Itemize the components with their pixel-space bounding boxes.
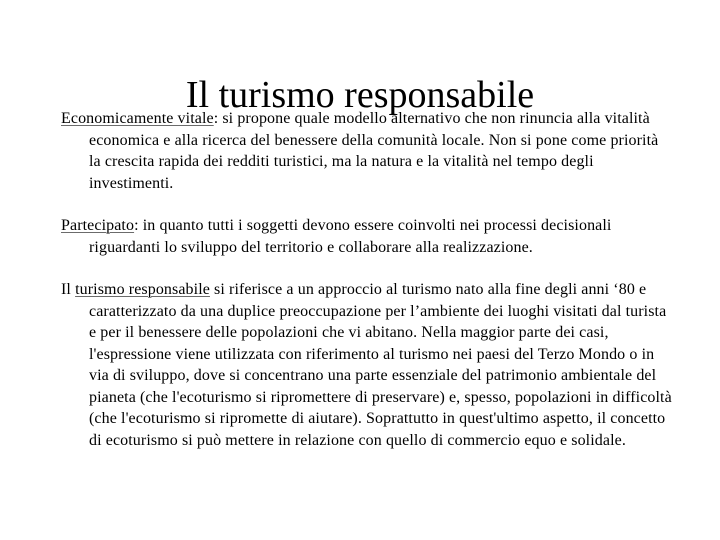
term-economicamente-vitale: Economicamente vitale [61,110,214,127]
paragraph-partecipato [61,215,673,258]
paragraph-lead: Il [61,281,76,298]
slide-title: Il turismo responsabile [185,74,535,117]
term-partecipato: Partecipato [61,217,135,234]
paragraph-economicamente-vitale [61,108,673,194]
paragraph-text: : in quanto tutti i soggetti devono essere coinvolti nei processi decisionali riguardanti lo sviluppo del territorio e collaborare alla realizzazione. [89,217,612,256]
paragraph-text: si riferisce a un approccio al turismo nato alla fine degli anni ‘80 e caratterizzato da una duplice preoccupazione per l’ambiente dei luoghi visitati dal turista e per il benessere delle popolazioni che vi abitano. Nella maggior parte dei casi, l'espressione viene utilizzata con riferimento al turismo nei paesi del Terzo Mondo o in via di sviluppo, dove si concentrano una parte essenziale del patrimonio ambientale del pianeta (che l'ecoturismo si ripromettere di preservare) e, spesso, popolazioni in difficoltà (che l'ecoturismo si ripromette di aiutare). Soprattutto in quest'ultimo aspetto, il concetto di ecoturismo si può mettere in relazione con quello di commercio equo e solidale. [89,281,672,449]
paragraph-text: : si propone quale modello alternativo che non rinuncia alla vitalità economica e alla ricerca del benessere della comunità locale. Non si pone come priorità la crescita rapida dei redditi turistici, ma la natura e la vitalità nel tempo degli investimenti. [89,110,659,192]
paragraph-turismo-responsabile [61,279,673,451]
slide-body [61,108,673,451]
term-turismo-responsabile: turismo responsabile [75,281,210,298]
